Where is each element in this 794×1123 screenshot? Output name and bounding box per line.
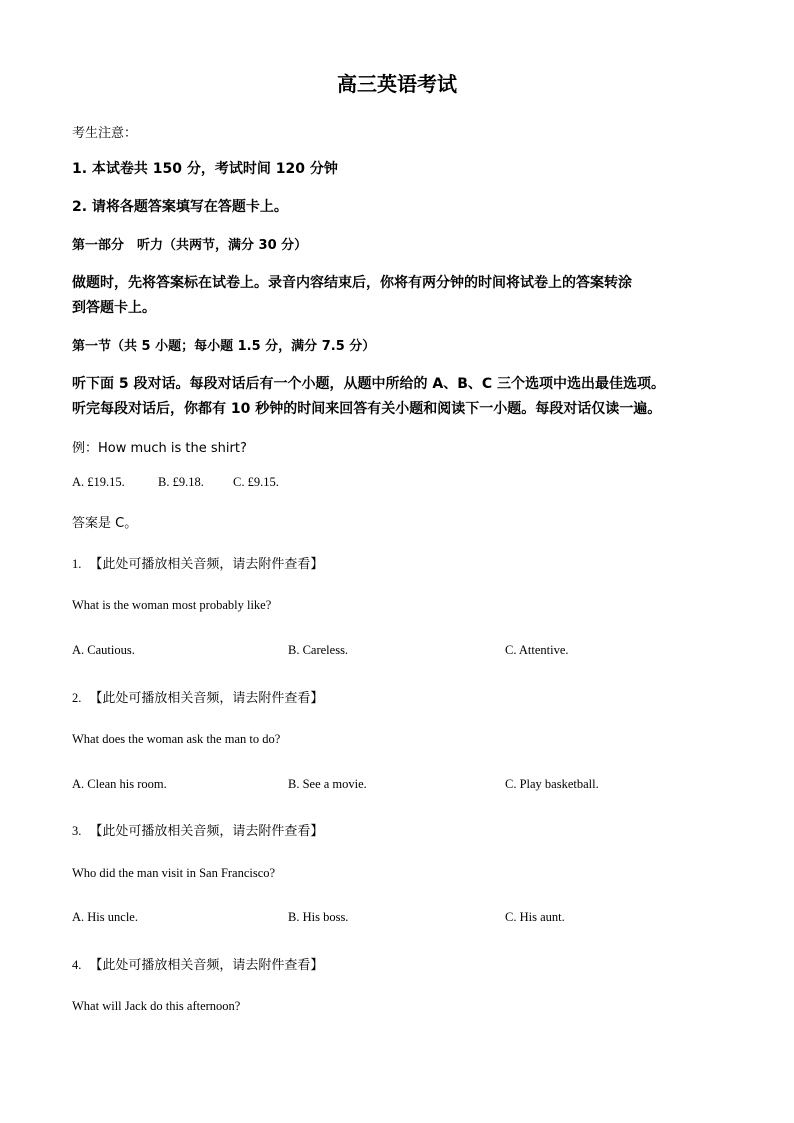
question-3-option-c: C. His aunt. bbox=[505, 910, 565, 924]
part1-instructions-line1: 做题时，先将答案标在试卷上。录音内容结束后，你将有两分钟的时间将试卷上的答案转涂 bbox=[72, 275, 632, 291]
question-3-audio-note: 【此处可播放相关音频，请去附件查看】 bbox=[89, 824, 324, 839]
question-4-header bbox=[72, 954, 323, 973]
example-option-a: A. £19.15. bbox=[72, 475, 125, 489]
question-4-audio-note: 【此处可播放相关音频，请去附件查看】 bbox=[89, 958, 324, 973]
question-2-option-a: A. Clean his room. bbox=[72, 777, 167, 791]
example-answer: 答案是 C。 bbox=[72, 516, 138, 531]
question-4-text: What will Jack do this afternoon? bbox=[72, 999, 241, 1013]
question-1-option-b: B. Careless. bbox=[288, 643, 349, 657]
question-2-audio-note: 【此处可播放相关音频，请去附件查看】 bbox=[89, 691, 324, 706]
question-3-text: Who did the man visit in San Francisco? bbox=[72, 866, 276, 880]
part1-instructions-line2: 到答题卡上。 bbox=[72, 300, 156, 316]
page-title: 高三英语考试 bbox=[337, 72, 457, 96]
question-1-option-a: A. Cautious. bbox=[72, 643, 135, 657]
question-2-number: 2. bbox=[72, 691, 82, 705]
section1-instructions-line2: 听完每段对话后，你都有 10 秒钟的时间来回答有关小题和阅读下一小题。每段对话仅读一遍。 bbox=[72, 401, 662, 417]
question-3-option-b: B. His boss. bbox=[288, 910, 349, 924]
question-1-option-c: C. Attentive. bbox=[505, 643, 569, 657]
question-1-number: 1. bbox=[72, 557, 82, 571]
question-2-text: What does the woman ask the man to do? bbox=[72, 732, 281, 746]
question-1-audio-note: 【此处可播放相关音频，请去附件查看】 bbox=[89, 557, 324, 572]
notice-label: 考生注意： bbox=[72, 126, 138, 141]
question-2-option-c: C. Play basketball. bbox=[505, 777, 599, 791]
section1-heading: 第一节（共 5 小题；每小题 1.5 分，满分 7.5 分） bbox=[72, 339, 376, 354]
question-3-number: 3. bbox=[72, 824, 82, 838]
question-2-header bbox=[72, 687, 323, 706]
example-option-c: C. £9.15. bbox=[233, 475, 279, 489]
question-1-header bbox=[72, 553, 323, 572]
example-option-b: B. £9.18. bbox=[158, 475, 204, 489]
question-2-option-b: B. See a movie. bbox=[288, 777, 367, 791]
question-3-header bbox=[72, 820, 323, 839]
part1-heading: 第一部分 听力（共两节，满分 30 分） bbox=[72, 238, 308, 253]
example-question: 例：How much is the shirt? bbox=[72, 441, 247, 456]
section1-instructions-line1: 听下面 5 段对话。每段对话后有一个小题，从题中所给的 A、B、C 三个选项中选出最佳选项。 bbox=[72, 376, 666, 392]
question-1-text: What is the woman most probably like? bbox=[72, 598, 272, 612]
notice-item-1: 1. 本试卷共 150 分，考试时间 120 分钟 bbox=[72, 161, 338, 177]
question-4-number: 4. bbox=[72, 958, 82, 972]
notice-item-2: 2. 请将各题答案填写在答题卡上。 bbox=[72, 199, 288, 215]
question-3-option-a: A. His uncle. bbox=[72, 910, 138, 924]
